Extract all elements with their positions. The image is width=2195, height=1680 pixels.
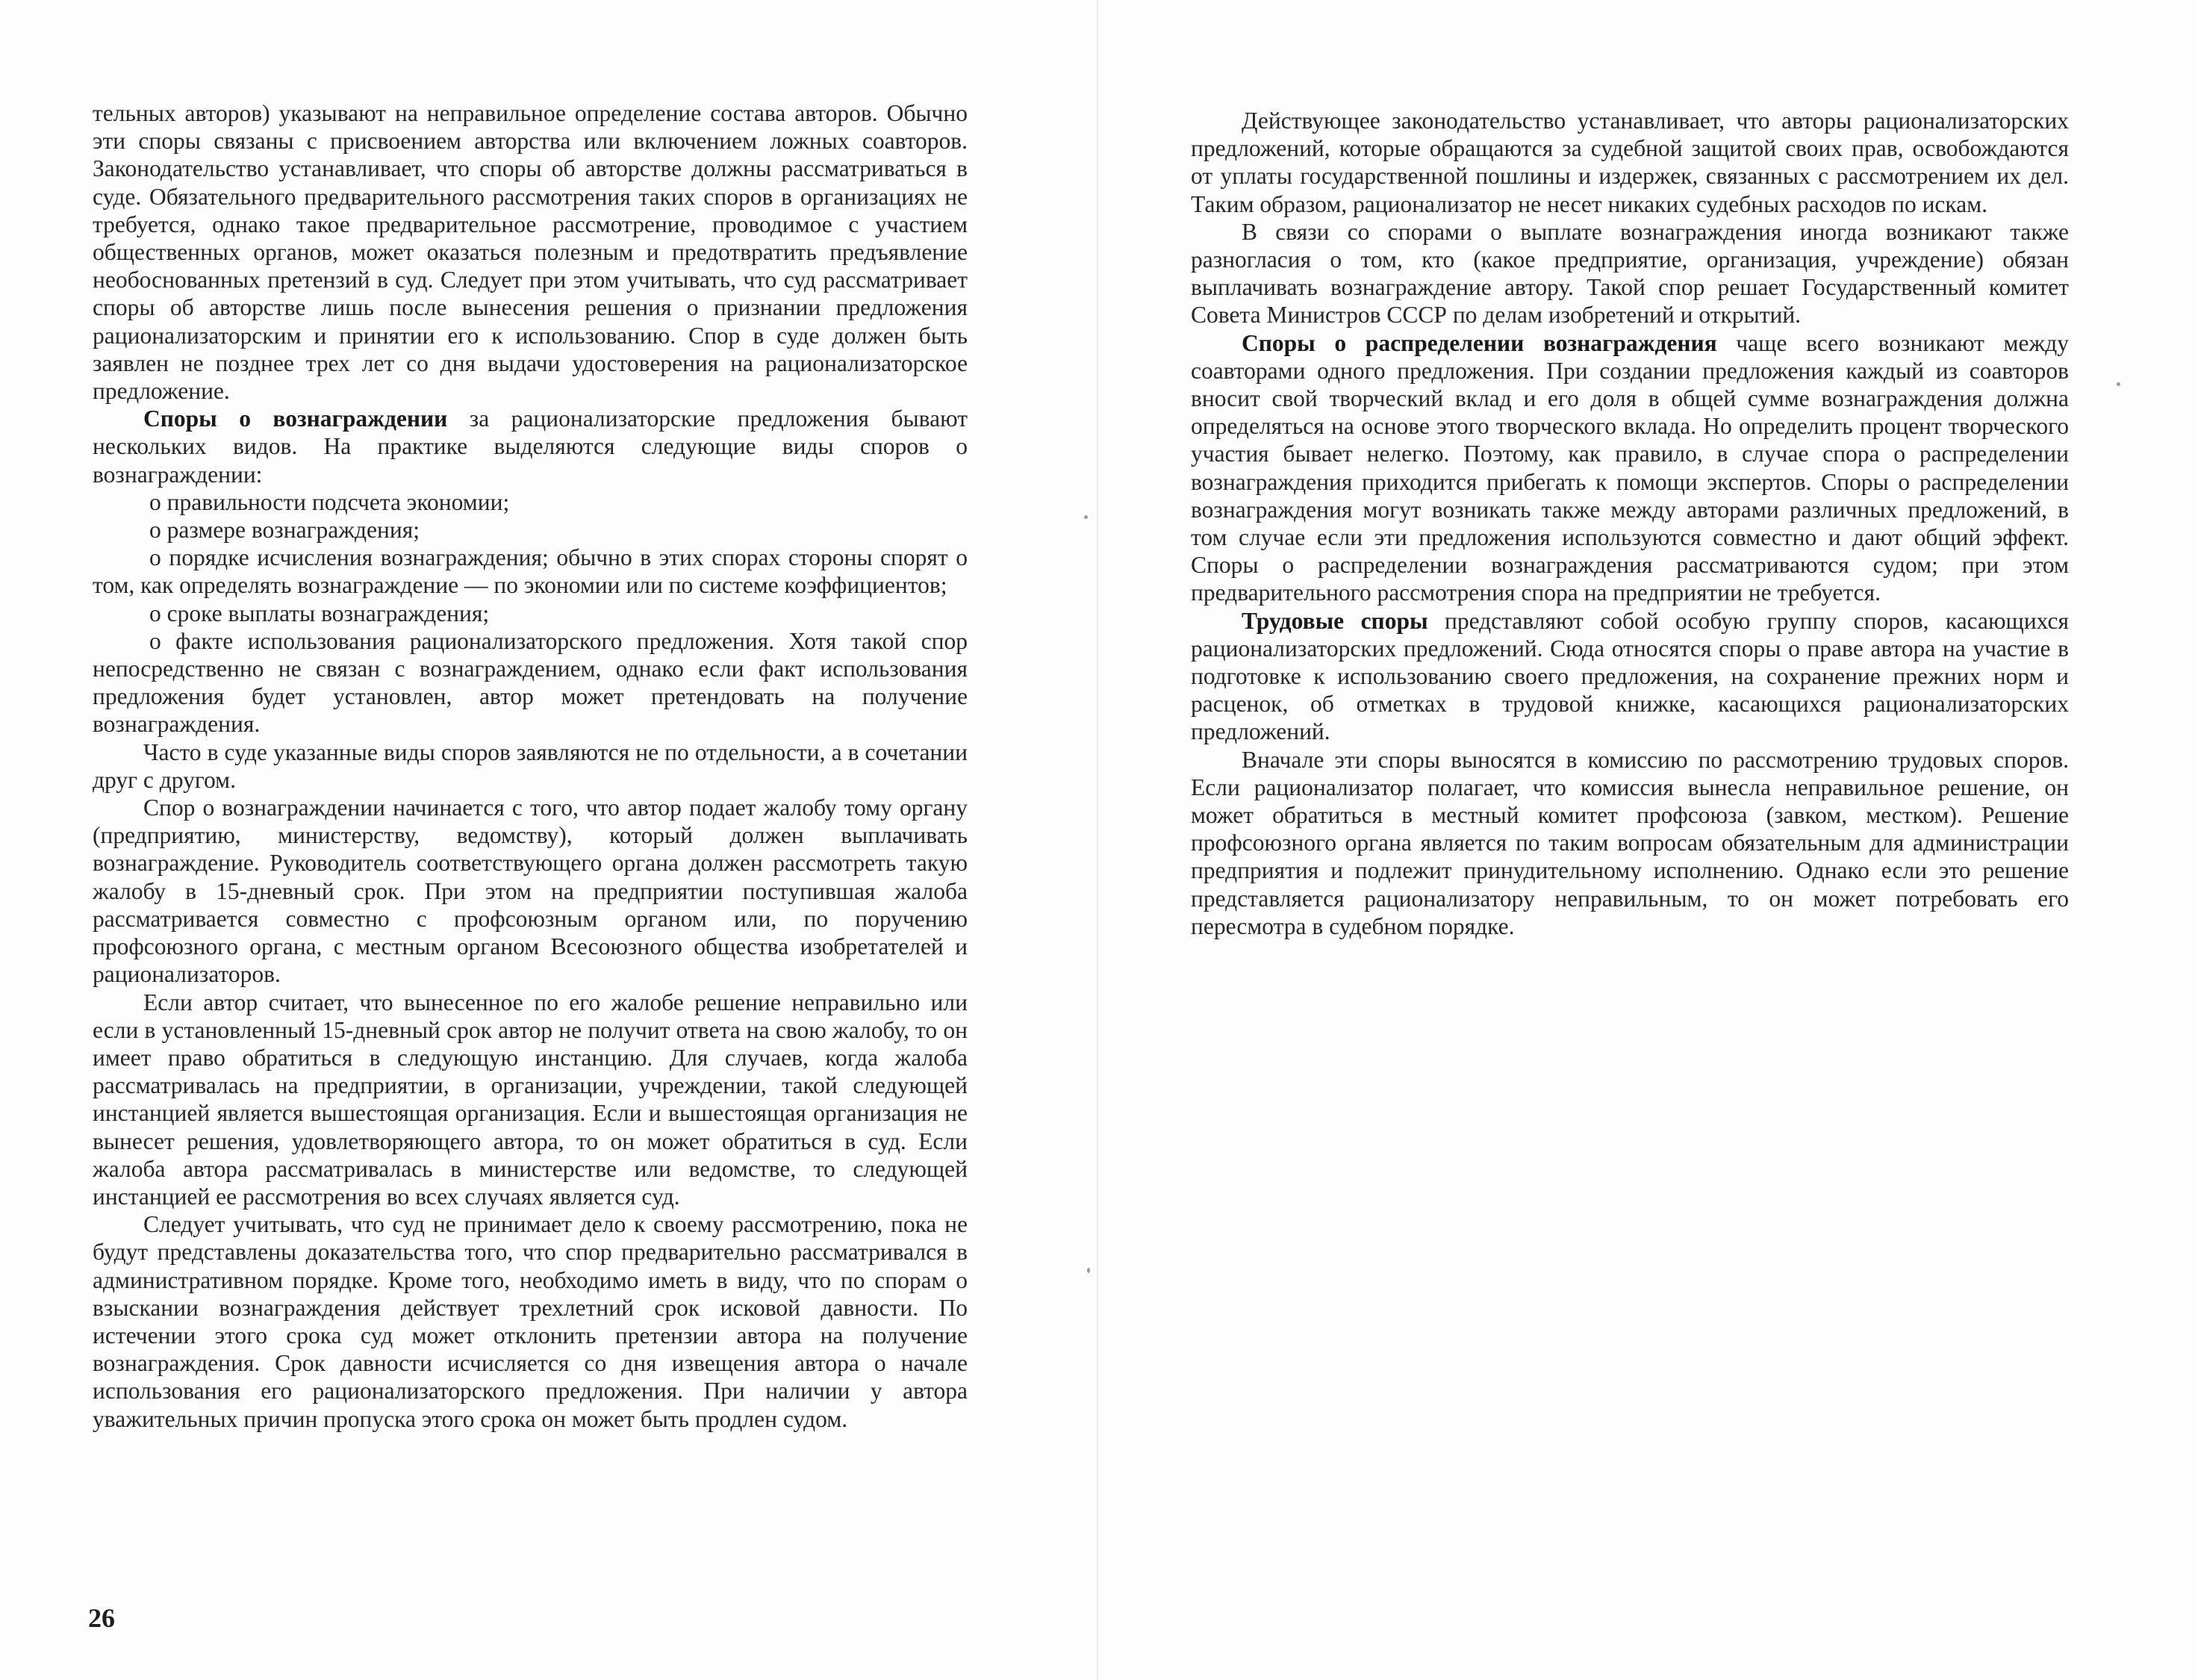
paragraph: тельных авторов) указывают на неправильное определение состава авторов. Обычно эти споры связаны с присвоением авторства или включением ложных соавторов. Законодательство устанавливает, что споры об авторстве должны рассматриваться в суде. Обязательного предварительного рассмотрения таких споров в организациях не требуется, однако такое предварительное рассмотрение, проводимое с участием общественных органов, может оказаться полезным и предотвратить предъявление необоснованных претензий в суд. Следует при этом учитывать, что суд рассматривает споры об авторстве лишь после вынесения решения о признании предложения рационализаторским и принятии его к использованию. Спор в суде должен быть заявлен не позднее трех лет со дня выдачи удостоверения на рационализаторское предложение.: [93, 100, 968, 405]
paragraph: Действующее законодательство устанавливает, что авторы рационализаторских предложений, которые обращаются за судебной защитой своих прав, освобождаются от уплаты государственной пошлины и издержек, связанных с рассмотрением их дел. Таким образом, рационализатор не несет никаких судебных расходов по искам.: [1191, 108, 2069, 217]
paragraph: Споры о распределении вознаграждения чаще всего возникают между соавторами одного предложения. При создании предложения каждый из соавторов вносит свой творческий вклад и его доля в общей сумме вознаграждения должна определяться на основе этого творческого вклада. Но определить процент творческого участия бывает нелегко. Поэтому, как правило, в случае спора о распределении вознаграждения приходится прибегать к помощи экспертов. Споры о распределении вознаграждения могут возникать также между авторами различных предложений, в том случае если эти предложения используются совместно и дают общий эффект. Споры о распределении вознаграждения рассматриваются судом; при этом предварительного рассмотрения спора на предприятии не требуется.: [1191, 329, 2069, 606]
bold-term: Споры о вознаграждении: [143, 405, 448, 432]
right-page-text: [1191, 107, 2069, 940]
paragraph: Часто в суде указанные виды споров заявляются не по отдельности, а в сочетании друг с другом.: [93, 738, 968, 793]
paragraph: Трудовые споры представляют собой особую группу споров, касающихся рационализаторских предложений. Сюда относятся споры о праве автора на участие в подготовке к использованию своего предложения, на сохранение прежних норм и расценок, об отметках в трудовой книжке, касающихся рационализаторских предложений.: [1191, 607, 2069, 745]
paragraph: В связи со спорами о выплате вознаграждения иногда возникают также разногласия о том, кто (какое предприятие, организация, учреждение) обязан выплачивать вознаграждение автору. Такой спор решает Государственный комитет Совета Министров СССР по делам изобретений и открытий.: [1191, 218, 2069, 329]
list-item: о факте использования рационализаторского предложения. Хотя такой спор непосредственно не связан с вознаграждением, однако если факт использования предложения будет установлен, автор может претендовать на получение вознаграждения.: [93, 627, 968, 738]
list-item: о правильности подсчета экономии;: [149, 488, 510, 515]
list-item: о размере вознаграждения;: [149, 517, 420, 544]
paragraph: Спор о вознаграждении начинается с того, что автор подает жалобу тому органу (предприятию, министерству, ведомству), который должен выплачивать вознаграждение. Руководитель соответствующего органа должен рассмотреть такую жалобу в 15-дневный срок. При этом на предприятии поступившая жалоба рассматривается совместно с профсоюзным органом или, по поручению профсоюзного органа, с местным органом Всесоюзного общества изобретателей и рационализаторов.: [93, 794, 968, 988]
paragraph: Споры о вознаграждении за рационализаторские предложения бывают нескольких видов. На практике выделяются следующие виды споров о вознаграждении:: [93, 405, 968, 488]
paragraph: Если автор считает, что вынесенное по его жалобе решение неправильно или если в установленный 15-дневный срок автор не получит ответа на свою жалобу, то он имеет право обратиться в следующую инстанцию. Для случаев, когда жалоба рассматривалась на предприятии, в организации, учреждении, такой следующей инстанцией является вышестоящая организация. Если и вышестоящая организация не вынесет решения, удовлетворяющего автора, то он может обратиться в суд. Если жалоба автора рассматривалась в министерстве или ведомстве, то следующей инстанцией ее рассмотрения во всех случаях является суд.: [93, 989, 968, 1210]
paragraph: Следует учитывать, что суд не принимает дело к своему рассмотрению, пока не будут представлены доказательства того, что спор предварительно рассматривался в административном порядке. Кроме того, необходимо иметь в виду, что по спорам о взыскании вознаграждения действует трехлетний срок исковой давности. По истечении этого срока суд может отклонить претензии автора на получение вознаграждения. Срок давности исчисляется со дня извещения автора о начале использования его рационализаторского предложения. При наличии у автора уважительных причин пропуска этого срока он может быть продлен судом.: [93, 1211, 968, 1432]
left-page-text: [93, 99, 968, 1433]
bold-term: Споры о распределении вознаграждения: [1242, 329, 1717, 356]
page-number: 26: [88, 1603, 115, 1633]
paragraph: Вначале эти споры выносятся в комиссию по рассмотрению трудовых споров. Если рационализатор полагает, что комиссия вынесла неправильное решение, он может обратиться в местный комитет профсоюза (завком, местком). Решение профсоюзного органа является по таким вопросам обязательным для администрации предприятия и подлежит принудительному исполнению. Однако если это решение представляется рационализатору неправильным, то он может потребовать его пересмотра в судебном порядке.: [1191, 746, 2069, 939]
bold-term: Трудовые споры: [1242, 607, 1428, 634]
print-speck: [1084, 515, 1088, 519]
print-speck: [2117, 382, 2120, 386]
print-speck: [1087, 1268, 1090, 1273]
list-item: о сроке выплаты вознаграждения;: [149, 600, 490, 626]
list-item: о порядке исчисления вознаграждения; обычно в этих спорах стороны спорят о том, как определять вознаграждение — по экономии или по системе коэффициентов;: [93, 544, 968, 599]
right-page: [1098, 0, 2195, 1680]
